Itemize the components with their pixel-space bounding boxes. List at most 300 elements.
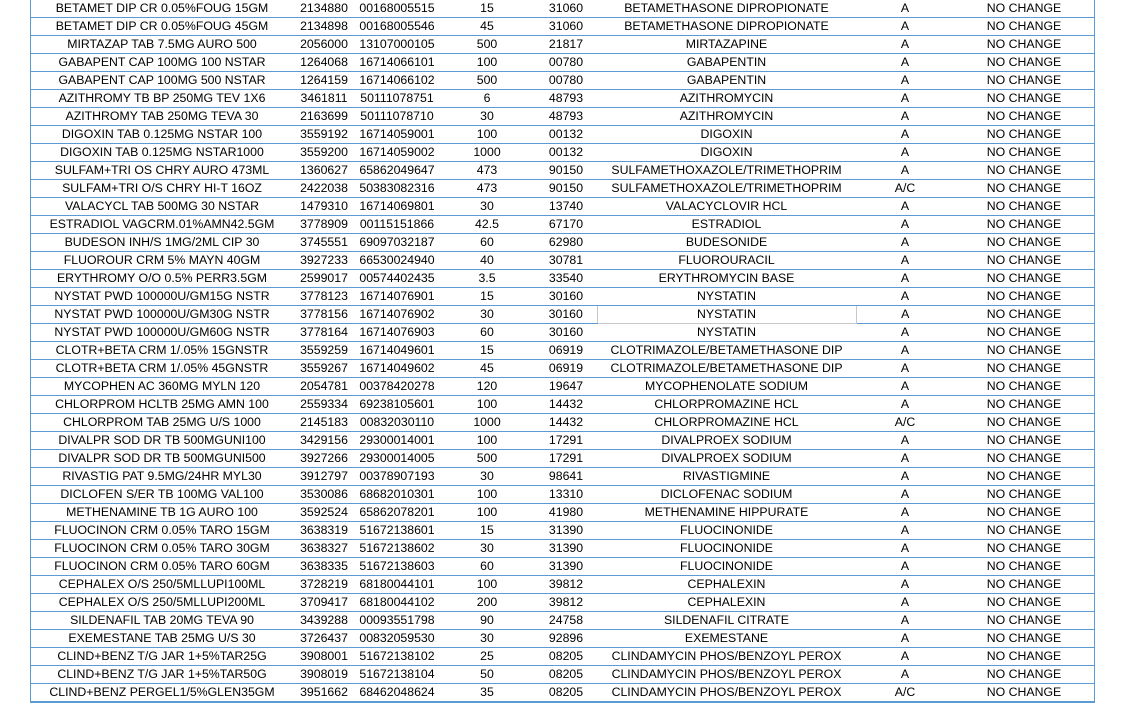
gcn-cell[interactable]: 24758: [535, 612, 597, 630]
item-number-cell[interactable]: 3951662: [293, 684, 355, 702]
table-row[interactable]: [31, 270, 1094, 288]
drug-description-cell[interactable]: EXEMESTANE TAB 25MG U/S 30: [31, 630, 293, 648]
drug-description-cell[interactable]: AZITHROMY TAB 250MG TEVA 30: [31, 108, 293, 126]
ndc-cell[interactable]: 65862049647: [355, 162, 439, 180]
change-status-cell[interactable]: NO CHANGE: [954, 504, 1094, 522]
ndc-cell[interactable]: 68180044102: [355, 594, 439, 612]
drug-description-cell[interactable]: SULFAM+TRI OS CHRY AURO 473ML: [31, 162, 293, 180]
drug-description-cell[interactable]: BETAMET DIP CR 0.05%FOUG 15GM: [31, 0, 293, 18]
item-number-cell[interactable]: 3778909: [293, 216, 355, 234]
item-number-cell[interactable]: 1264159: [293, 72, 355, 90]
drug-description-cell[interactable]: BUDESON INH/S 1MG/2ML CIP 30: [31, 234, 293, 252]
generic-name-cell[interactable]: METHENAMINE HIPPURATE: [597, 504, 856, 522]
status-code-cell[interactable]: A: [856, 396, 954, 414]
drug-description-cell[interactable]: CHLORPROM TAB 25MG U/S 1000: [31, 414, 293, 432]
table-row[interactable]: [31, 504, 1094, 522]
change-status-cell[interactable]: NO CHANGE: [954, 396, 1094, 414]
generic-name-cell[interactable]: BETAMETHASONE DIPROPIONATE: [597, 18, 856, 36]
package-size-cell[interactable]: 100: [439, 504, 535, 522]
table-row[interactable]: [31, 450, 1094, 468]
generic-name-cell[interactable]: DIGOXIN: [597, 144, 856, 162]
item-number-cell[interactable]: 3559259: [293, 342, 355, 360]
table-row[interactable]: [31, 108, 1094, 126]
gcn-cell[interactable]: 30160: [535, 288, 597, 306]
drug-description-cell[interactable]: FLUOCINON CRM 0.05% TARO 30GM: [31, 540, 293, 558]
drug-description-cell[interactable]: CLIND+BENZ T/G JAR 1+5%TAR50G: [31, 666, 293, 684]
ndc-cell[interactable]: 51672138104: [355, 666, 439, 684]
table-row[interactable]: [31, 342, 1094, 360]
package-size-cell[interactable]: 90: [439, 612, 535, 630]
ndc-cell[interactable]: 00168005515: [355, 0, 439, 18]
package-size-cell[interactable]: 30: [439, 468, 535, 486]
drug-description-cell[interactable]: CHLORPROM HCLTB 25MG AMN 100: [31, 396, 293, 414]
drug-description-cell[interactable]: CEPHALEX O/S 250/5MLLUPI100ML: [31, 576, 293, 594]
gcn-cell[interactable]: 33540: [535, 270, 597, 288]
table-row[interactable]: [31, 126, 1094, 144]
drug-description-cell[interactable]: DIGOXIN TAB 0.125MG NSTAR1000: [31, 144, 293, 162]
status-code-cell[interactable]: A: [856, 666, 954, 684]
gcn-cell[interactable]: 31060: [535, 18, 597, 36]
gcn-cell[interactable]: 31390: [535, 540, 597, 558]
status-code-cell[interactable]: A: [856, 576, 954, 594]
table-row[interactable]: [31, 522, 1094, 540]
table-row[interactable]: [31, 540, 1094, 558]
gcn-cell[interactable]: 98641: [535, 468, 597, 486]
change-status-cell[interactable]: NO CHANGE: [954, 306, 1094, 324]
gcn-cell[interactable]: 31390: [535, 522, 597, 540]
status-code-cell[interactable]: A: [856, 432, 954, 450]
table-row[interactable]: [31, 54, 1094, 72]
item-number-cell[interactable]: 2145183: [293, 414, 355, 432]
generic-name-cell[interactable]: AZITHROMYCIN: [597, 90, 856, 108]
status-code-cell[interactable]: A: [856, 108, 954, 126]
item-number-cell[interactable]: 3461811: [293, 90, 355, 108]
change-status-cell[interactable]: NO CHANGE: [954, 450, 1094, 468]
drug-description-cell[interactable]: BETAMET DIP CR 0.05%FOUG 45GM: [31, 18, 293, 36]
generic-name-cell[interactable]: MYCOPHENOLATE SODIUM: [597, 378, 856, 396]
package-size-cell[interactable]: 15: [439, 522, 535, 540]
item-number-cell[interactable]: 3778164: [293, 324, 355, 342]
ndc-cell[interactable]: 50383082316: [355, 180, 439, 198]
package-size-cell[interactable]: 473: [439, 162, 535, 180]
change-status-cell[interactable]: NO CHANGE: [954, 360, 1094, 378]
item-number-cell[interactable]: 3559200: [293, 144, 355, 162]
ndc-cell[interactable]: 16714049602: [355, 360, 439, 378]
status-code-cell[interactable]: A: [856, 72, 954, 90]
package-size-cell[interactable]: 100: [439, 486, 535, 504]
gcn-cell[interactable]: 00132: [535, 126, 597, 144]
status-code-cell[interactable]: A: [856, 468, 954, 486]
item-number-cell[interactable]: 3638327: [293, 540, 355, 558]
package-size-cell[interactable]: 500: [439, 450, 535, 468]
package-size-cell[interactable]: 15: [439, 288, 535, 306]
change-status-cell[interactable]: NO CHANGE: [954, 288, 1094, 306]
package-size-cell[interactable]: 35: [439, 684, 535, 702]
item-number-cell[interactable]: 3927266: [293, 450, 355, 468]
status-code-cell[interactable]: A: [856, 648, 954, 666]
table-row[interactable]: [31, 90, 1094, 108]
generic-name-cell[interactable]: GABAPENTIN: [597, 72, 856, 90]
status-code-cell[interactable]: A: [856, 522, 954, 540]
ndc-cell[interactable]: 51672138601: [355, 522, 439, 540]
table-row[interactable]: [31, 36, 1094, 54]
status-code-cell[interactable]: A: [856, 144, 954, 162]
item-number-cell[interactable]: 3439288: [293, 612, 355, 630]
change-status-cell[interactable]: NO CHANGE: [954, 252, 1094, 270]
gcn-cell[interactable]: 21817: [535, 36, 597, 54]
change-status-cell[interactable]: NO CHANGE: [954, 486, 1094, 504]
item-number-cell[interactable]: 3778156: [293, 306, 355, 324]
table-row[interactable]: [31, 324, 1094, 342]
table-row[interactable]: [31, 648, 1094, 666]
package-size-cell[interactable]: 500: [439, 36, 535, 54]
ndc-cell[interactable]: 50111078751: [355, 90, 439, 108]
status-code-cell[interactable]: A: [856, 216, 954, 234]
drug-description-cell[interactable]: SULFAM+TRI O/S CHRY HI-T 16OZ: [31, 180, 293, 198]
generic-name-cell[interactable]: FLUOCINONIDE: [597, 558, 856, 576]
ndc-cell[interactable]: 29300014001: [355, 432, 439, 450]
generic-name-cell[interactable]: NYSTATIN: [597, 288, 856, 306]
gcn-cell[interactable]: 17291: [535, 450, 597, 468]
generic-name-cell[interactable]: CLOTRIMAZOLE/BETAMETHASONE DIP: [597, 360, 856, 378]
item-number-cell[interactable]: 2134898: [293, 18, 355, 36]
ndc-cell[interactable]: 16714076902: [355, 306, 439, 324]
drug-description-cell[interactable]: SILDENAFIL TAB 20MG TEVA 90: [31, 612, 293, 630]
generic-name-cell[interactable]: SULFAMETHOXAZOLE/TRIMETHOPRIM: [597, 180, 856, 198]
generic-name-cell[interactable]: FLUOROURACIL: [597, 252, 856, 270]
item-number-cell[interactable]: 3778123: [293, 288, 355, 306]
generic-name-cell[interactable]: NYSTATIN: [597, 324, 856, 342]
drug-description-cell[interactable]: VALACYCL TAB 500MG 30 NSTAR: [31, 198, 293, 216]
gcn-cell[interactable]: 41980: [535, 504, 597, 522]
gcn-cell[interactable]: 62980: [535, 234, 597, 252]
generic-name-cell[interactable]: FLUOCINONIDE: [597, 540, 856, 558]
ndc-cell[interactable]: 69238105601: [355, 396, 439, 414]
status-code-cell[interactable]: A/C: [856, 414, 954, 432]
change-status-cell[interactable]: NO CHANGE: [954, 684, 1094, 702]
generic-name-cell[interactable]: CEPHALEXIN: [597, 594, 856, 612]
package-size-cell[interactable]: 120: [439, 378, 535, 396]
ndc-cell[interactable]: 00832030110: [355, 414, 439, 432]
gcn-cell[interactable]: 19647: [535, 378, 597, 396]
drug-description-cell[interactable]: DIVALPR SOD DR TB 500MGUNI100: [31, 432, 293, 450]
gcn-cell[interactable]: 17291: [535, 432, 597, 450]
item-number-cell[interactable]: 3908001: [293, 648, 355, 666]
package-size-cell[interactable]: 40: [439, 252, 535, 270]
table-row[interactable]: [31, 468, 1094, 486]
ndc-cell[interactable]: 00378907193: [355, 468, 439, 486]
table-row[interactable]: [31, 396, 1094, 414]
drug-description-cell[interactable]: NYSTAT PWD 100000U/GM15G NSTR: [31, 288, 293, 306]
gcn-cell[interactable]: 31390: [535, 558, 597, 576]
generic-name-cell[interactable]: CHLORPROMAZINE HCL: [597, 396, 856, 414]
change-status-cell[interactable]: NO CHANGE: [954, 126, 1094, 144]
status-code-cell[interactable]: A: [856, 630, 954, 648]
package-size-cell[interactable]: 60: [439, 234, 535, 252]
generic-name-cell[interactable]: MIRTAZAPINE: [597, 36, 856, 54]
generic-name-cell[interactable]: BETAMETHASONE DIPROPIONATE: [597, 0, 856, 18]
drug-description-cell[interactable]: DICLOFEN S/ER TB 100MG VAL100: [31, 486, 293, 504]
package-size-cell[interactable]: 473: [439, 180, 535, 198]
status-code-cell[interactable]: A: [856, 0, 954, 18]
generic-name-cell[interactable]: CEPHALEXIN: [597, 576, 856, 594]
generic-name-cell[interactable]: GABAPENTIN: [597, 54, 856, 72]
drug-description-cell[interactable]: NYSTAT PWD 100000U/GM60G NSTR: [31, 324, 293, 342]
drug-description-cell[interactable]: CLOTR+BETA CRM 1/.05% 15GNSTR: [31, 342, 293, 360]
item-number-cell[interactable]: 3638319: [293, 522, 355, 540]
package-size-cell[interactable]: 25: [439, 648, 535, 666]
ndc-cell[interactable]: 00168005546: [355, 18, 439, 36]
status-code-cell[interactable]: A: [856, 558, 954, 576]
package-size-cell[interactable]: 6: [439, 90, 535, 108]
gcn-cell[interactable]: 00780: [535, 54, 597, 72]
package-size-cell[interactable]: 42.5: [439, 216, 535, 234]
gcn-cell[interactable]: 08205: [535, 684, 597, 702]
ndc-cell[interactable]: 69097032187: [355, 234, 439, 252]
drug-description-cell[interactable]: NYSTAT PWD 100000U/GM30G NSTR: [31, 306, 293, 324]
item-number-cell[interactable]: 3709417: [293, 594, 355, 612]
ndc-cell[interactable]: 00574402435: [355, 270, 439, 288]
package-size-cell[interactable]: 30: [439, 108, 535, 126]
gcn-cell[interactable]: 48793: [535, 108, 597, 126]
generic-name-cell[interactable]: CLOTRIMAZOLE/BETAMETHASONE DIP: [597, 342, 856, 360]
status-code-cell[interactable]: A/C: [856, 180, 954, 198]
drug-description-cell[interactable]: GABAPENT CAP 100MG 500 NSTAR: [31, 72, 293, 90]
table-row[interactable]: [31, 162, 1094, 180]
table-row[interactable]: [31, 180, 1094, 198]
table-row[interactable]: [31, 414, 1094, 432]
generic-name-cell[interactable]: RIVASTIGMINE: [597, 468, 856, 486]
package-size-cell[interactable]: 30: [439, 198, 535, 216]
ndc-cell[interactable]: 68180044101: [355, 576, 439, 594]
item-number-cell[interactable]: 3530086: [293, 486, 355, 504]
change-status-cell[interactable]: NO CHANGE: [954, 378, 1094, 396]
change-status-cell[interactable]: NO CHANGE: [954, 468, 1094, 486]
table-row[interactable]: [31, 486, 1094, 504]
status-code-cell[interactable]: A: [856, 450, 954, 468]
change-status-cell[interactable]: NO CHANGE: [954, 18, 1094, 36]
table-row[interactable]: [31, 144, 1094, 162]
change-status-cell[interactable]: NO CHANGE: [954, 324, 1094, 342]
change-status-cell[interactable]: NO CHANGE: [954, 198, 1094, 216]
status-code-cell[interactable]: A: [856, 342, 954, 360]
generic-name-cell[interactable]: ESTRADIOL: [597, 216, 856, 234]
drug-description-cell[interactable]: RIVASTIG PAT 9.5MG/24HR MYL30: [31, 468, 293, 486]
status-code-cell[interactable]: A: [856, 504, 954, 522]
gcn-cell[interactable]: 13310: [535, 486, 597, 504]
item-number-cell[interactable]: 3726437: [293, 630, 355, 648]
table-row[interactable]: [31, 594, 1094, 612]
status-code-cell[interactable]: A: [856, 324, 954, 342]
status-code-cell[interactable]: A: [856, 54, 954, 72]
drug-description-cell[interactable]: GABAPENT CAP 100MG 100 NSTAR: [31, 54, 293, 72]
generic-name-cell[interactable]: FLUOCINONIDE: [597, 522, 856, 540]
change-status-cell[interactable]: NO CHANGE: [954, 216, 1094, 234]
status-code-cell[interactable]: A: [856, 234, 954, 252]
generic-name-cell[interactable]: EXEMESTANE: [597, 630, 856, 648]
ndc-cell[interactable]: 16714069801: [355, 198, 439, 216]
package-size-cell[interactable]: 30: [439, 630, 535, 648]
change-status-cell[interactable]: NO CHANGE: [954, 36, 1094, 54]
gcn-cell[interactable]: 00780: [535, 72, 597, 90]
status-code-cell[interactable]: A: [856, 486, 954, 504]
generic-name-cell[interactable]: SILDENAFIL CITRATE: [597, 612, 856, 630]
status-code-cell[interactable]: A: [856, 540, 954, 558]
status-code-cell[interactable]: A: [856, 360, 954, 378]
change-status-cell[interactable]: NO CHANGE: [954, 666, 1094, 684]
gcn-cell[interactable]: 90150: [535, 162, 597, 180]
gcn-cell[interactable]: 06919: [535, 342, 597, 360]
generic-name-cell[interactable]: DIVALPROEX SODIUM: [597, 450, 856, 468]
status-code-cell[interactable]: A: [856, 18, 954, 36]
table-row[interactable]: [31, 576, 1094, 594]
package-size-cell[interactable]: 45: [439, 360, 535, 378]
generic-name-cell[interactable]: NYSTATIN: [597, 306, 856, 324]
gcn-cell[interactable]: 08205: [535, 666, 597, 684]
table-row[interactable]: [31, 234, 1094, 252]
ndc-cell[interactable]: 13107000105: [355, 36, 439, 54]
ndc-cell[interactable]: 00832059530: [355, 630, 439, 648]
package-size-cell[interactable]: 50: [439, 666, 535, 684]
drug-description-cell[interactable]: MYCOPHEN AC 360MG MYLN 120: [31, 378, 293, 396]
gcn-cell[interactable]: 30781: [535, 252, 597, 270]
package-size-cell[interactable]: 100: [439, 432, 535, 450]
status-code-cell[interactable]: A: [856, 90, 954, 108]
change-status-cell[interactable]: NO CHANGE: [954, 72, 1094, 90]
ndc-cell[interactable]: 29300014005: [355, 450, 439, 468]
package-size-cell[interactable]: 200: [439, 594, 535, 612]
change-status-cell[interactable]: NO CHANGE: [954, 648, 1094, 666]
generic-name-cell[interactable]: AZITHROMYCIN: [597, 108, 856, 126]
ndc-cell[interactable]: 16714066102: [355, 72, 439, 90]
item-number-cell[interactable]: 3638335: [293, 558, 355, 576]
item-number-cell[interactable]: 1360627: [293, 162, 355, 180]
gcn-cell[interactable]: 30160: [535, 306, 597, 324]
item-number-cell[interactable]: 2599017: [293, 270, 355, 288]
item-number-cell[interactable]: 2422038: [293, 180, 355, 198]
status-code-cell[interactable]: A: [856, 378, 954, 396]
drug-description-cell[interactable]: DIGOXIN TAB 0.125MG NSTAR 100: [31, 126, 293, 144]
ndc-cell[interactable]: 51672138603: [355, 558, 439, 576]
ndc-cell[interactable]: 68682010301: [355, 486, 439, 504]
item-number-cell[interactable]: 3927233: [293, 252, 355, 270]
change-status-cell[interactable]: NO CHANGE: [954, 558, 1094, 576]
table-row[interactable]: [31, 18, 1094, 36]
drug-description-cell[interactable]: CEPHALEX O/S 250/5MLLUPI200ML: [31, 594, 293, 612]
generic-name-cell[interactable]: CLINDAMYCIN PHOS/BENZOYL PEROX: [597, 666, 856, 684]
drug-description-cell[interactable]: FLUOCINON CRM 0.05% TARO 60GM: [31, 558, 293, 576]
drug-description-cell[interactable]: ERYTHROMY O/O 0.5% PERR3.5GM: [31, 270, 293, 288]
item-number-cell[interactable]: 2054781: [293, 378, 355, 396]
table-row[interactable]: [31, 684, 1094, 702]
drug-description-cell[interactable]: AZITHROMY TB BP 250MG TEV 1X6: [31, 90, 293, 108]
status-code-cell[interactable]: A: [856, 594, 954, 612]
ndc-cell[interactable]: 66530024940: [355, 252, 439, 270]
item-number-cell[interactable]: 3559192: [293, 126, 355, 144]
package-size-cell[interactable]: 1000: [439, 144, 535, 162]
ndc-cell[interactable]: 00378420278: [355, 378, 439, 396]
package-size-cell[interactable]: 100: [439, 396, 535, 414]
table-row[interactable]: [31, 558, 1094, 576]
table-row[interactable]: [31, 288, 1094, 306]
gcn-cell[interactable]: 30160: [535, 324, 597, 342]
item-number-cell[interactable]: 3728219: [293, 576, 355, 594]
gcn-cell[interactable]: 08205: [535, 648, 597, 666]
item-number-cell[interactable]: 3592524: [293, 504, 355, 522]
generic-name-cell[interactable]: DIVALPROEX SODIUM: [597, 432, 856, 450]
gcn-cell[interactable]: 39812: [535, 594, 597, 612]
drug-description-cell[interactable]: CLIND+BENZ PERGEL1/5%GLEN35GM: [31, 684, 293, 702]
change-status-cell[interactable]: NO CHANGE: [954, 540, 1094, 558]
generic-name-cell[interactable]: ERYTHROMYCIN BASE: [597, 270, 856, 288]
item-number-cell[interactable]: 3559267: [293, 360, 355, 378]
status-code-cell[interactable]: A: [856, 306, 954, 324]
change-status-cell[interactable]: NO CHANGE: [954, 576, 1094, 594]
change-status-cell[interactable]: NO CHANGE: [954, 594, 1094, 612]
table-row[interactable]: [31, 378, 1094, 396]
package-size-cell[interactable]: 3.5: [439, 270, 535, 288]
ndc-cell[interactable]: 16714076901: [355, 288, 439, 306]
ndc-cell[interactable]: 16714059002: [355, 144, 439, 162]
package-size-cell[interactable]: 60: [439, 324, 535, 342]
gcn-cell[interactable]: 67170: [535, 216, 597, 234]
item-number-cell[interactable]: 3429156: [293, 432, 355, 450]
table-row[interactable]: [31, 216, 1094, 234]
status-code-cell[interactable]: A: [856, 612, 954, 630]
change-status-cell[interactable]: NO CHANGE: [954, 144, 1094, 162]
drug-description-cell[interactable]: FLUOROUR CRM 5% MAYN 40GM: [31, 252, 293, 270]
package-size-cell[interactable]: 30: [439, 306, 535, 324]
status-code-cell[interactable]: A: [856, 126, 954, 144]
package-size-cell[interactable]: 15: [439, 0, 535, 18]
change-status-cell[interactable]: NO CHANGE: [954, 54, 1094, 72]
gcn-cell[interactable]: 48793: [535, 90, 597, 108]
status-code-cell[interactable]: A: [856, 288, 954, 306]
item-number-cell[interactable]: 1479310: [293, 198, 355, 216]
gcn-cell[interactable]: 06919: [535, 360, 597, 378]
drug-description-cell[interactable]: DIVALPR SOD DR TB 500MGUNI500: [31, 450, 293, 468]
package-size-cell[interactable]: 100: [439, 576, 535, 594]
status-code-cell[interactable]: A: [856, 162, 954, 180]
generic-name-cell[interactable]: CLINDAMYCIN PHOS/BENZOYL PEROX: [597, 648, 856, 666]
ndc-cell[interactable]: 50111078710: [355, 108, 439, 126]
gcn-cell[interactable]: 13740: [535, 198, 597, 216]
generic-name-cell[interactable]: BUDESONIDE: [597, 234, 856, 252]
package-size-cell[interactable]: 30: [439, 540, 535, 558]
package-size-cell[interactable]: 500: [439, 72, 535, 90]
gcn-cell[interactable]: 31060: [535, 0, 597, 18]
status-code-cell[interactable]: A: [856, 198, 954, 216]
generic-name-cell[interactable]: CLINDAMYCIN PHOS/BENZOYL PEROX: [597, 684, 856, 702]
package-size-cell[interactable]: 100: [439, 54, 535, 72]
item-number-cell[interactable]: 2056000: [293, 36, 355, 54]
ndc-cell[interactable]: 00115151866: [355, 216, 439, 234]
ndc-cell[interactable]: 16714066101: [355, 54, 439, 72]
table-row[interactable]: [31, 252, 1094, 270]
change-status-cell[interactable]: NO CHANGE: [954, 234, 1094, 252]
gcn-cell[interactable]: 92896: [535, 630, 597, 648]
table-row[interactable]: [31, 198, 1094, 216]
package-size-cell[interactable]: 60: [439, 558, 535, 576]
gcn-cell[interactable]: 39812: [535, 576, 597, 594]
item-number-cell[interactable]: 1264068: [293, 54, 355, 72]
package-size-cell[interactable]: 1000: [439, 414, 535, 432]
table-row[interactable]: [31, 360, 1094, 378]
status-code-cell[interactable]: A: [856, 270, 954, 288]
ndc-cell[interactable]: 51672138602: [355, 540, 439, 558]
change-status-cell[interactable]: NO CHANGE: [954, 612, 1094, 630]
gcn-cell[interactable]: 14432: [535, 396, 597, 414]
